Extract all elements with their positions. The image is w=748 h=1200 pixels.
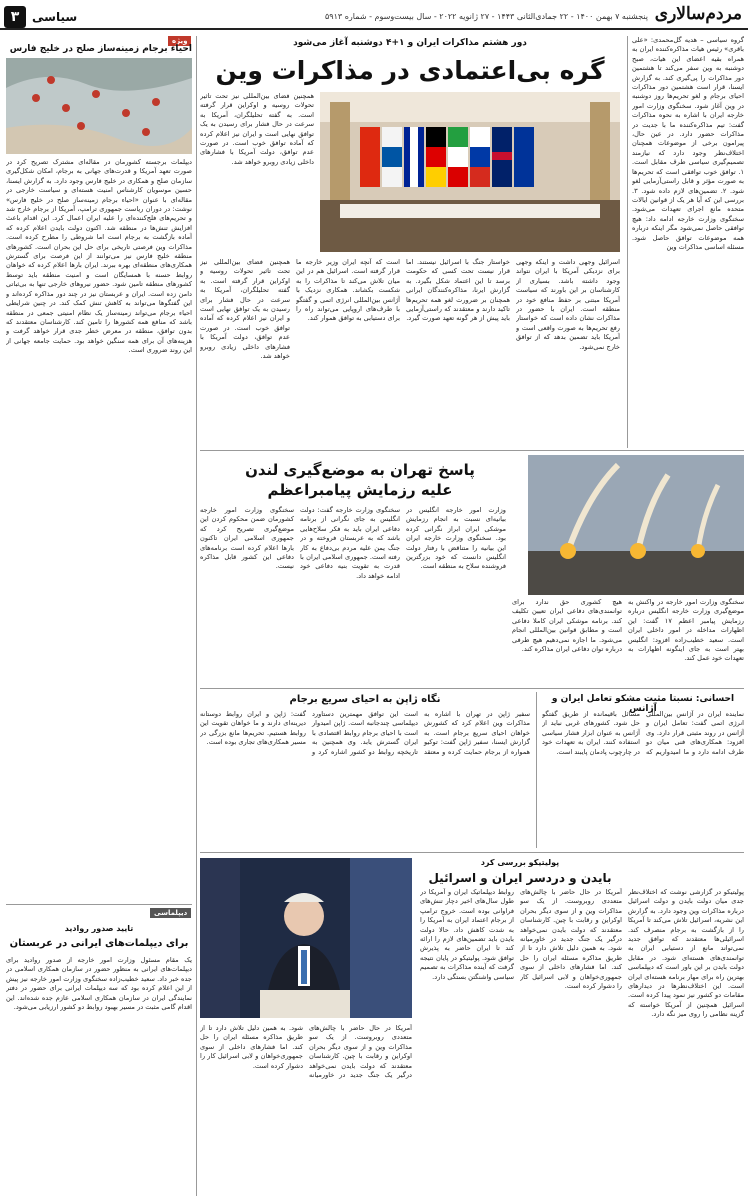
column-divider bbox=[196, 36, 197, 1196]
sidebar-body: دیپلمات برجسته کشورمان در مقاله‌ای مشترک تصریح کرد در صورت تعهد آمریکا و قدرت‌های جهانی به برجام، امکان شکل‌گیری سازمان صلح و همکاری در خلیج فارس وجود دارد. به گزارش ایسنا، حسین موسویان کارشناس امنیت هسته‌ای و سیاست خارجی در مقاله‌ای با عنوان «احیاء برجام زمینه‌ساز صلح در خلیج فارس» نوشت: در دوران ریاست جمهوری ترامپ، آمریکا از برجام خارج شد و تحریم‌های فلج‌کننده‌ای را علیه ایران اعمال کرد. این اقدام باعث افزایش تنش‌ها در منطقه شد. اکنون دولت بایدن اعلام کرده که آماده بازگشت به برجام است اما شروطی را مطرح کرده است. مذاکرات وین فرصتی تاریخی برای حل این بحران است. کشورهای منطقه خلیج فارس نیز می‌توانند از این فرصت برای گسترش همکاری‌های منطقه‌ای بهره ببرند. ایران بارها اعلام کرده که خواهان روابط حسنه با همسایگان است و امنیت منطقه باید توسط کشورهای منطقه تامین شود. حضور نیروهای خارجی تنها به بی‌ثباتی دامن زده است. ایران و عربستان نیز در چند دور مذاکره کرده‌اند و این گفتگوها می‌تواند به کاهش تنش کمک کند. در چنین شرایطی احیاء برجام می‌تواند زمینه‌ساز یک نظام امنیتی جمعی در منطقه باشد که منافع همه کشورها را تامین کند. کارشناسان معتقدند که بدون توافق، منطقه در معرض خطر جدی قرار خواهد گرفت و هزینه‌های آن برای همه سنگین خواهد بود. حمایت جامعه جهانی از این روند ضروری است. bbox=[6, 158, 192, 355]
section-divider bbox=[200, 852, 744, 853]
negotiation-table-image bbox=[320, 92, 620, 252]
lead-col2: خواستار جنگ با اسرائیل نیستند. اما قرار نیست تحت کسی که حکومت برسد تا این اعتماد شکل بگیرد. به گزارش ایرنا، مذاکره‌کنندگان ایرانی همچنان بر ضرورت لغو همه تحریم‌ها تاکید دارند و معتقدند که راستی‌آزمایی باید پیش از هر گونه تعهد صورت گیرد. bbox=[406, 258, 510, 323]
map-image bbox=[6, 58, 192, 154]
lead-photo bbox=[320, 92, 620, 252]
section-divider bbox=[200, 450, 744, 451]
section-divider bbox=[200, 688, 744, 689]
sidebar-bottom-tag: دیپلماسی bbox=[150, 908, 191, 918]
column-divider bbox=[627, 36, 628, 448]
sidebar-bottom-title: برای دیپلمات‌های ایرانی در عربستان bbox=[9, 938, 189, 949]
story2-headline: نگاه ژاپن به احیای سریع برجام bbox=[289, 694, 441, 705]
sidebar-bottom-body: یک مقام مسئول وزارت امور خارجه از صدور روادید برای دیپلمات‌های ایرانی به منظور حضور در سازمان همکاری اسلامی در جده خبر داد. سعید خطیب‌زاده سخنگوی وزارت امور خارجه نیز پیش از این اعلام کرده بود که سه دیپلمات ایرانی برای حضور در دفتر نمایندگی ایران در سازمان همکاری اسلامی عازم جده شده‌اند. این اقدام گامی مثبت در مسیر بهبود روابط دو کشور ارزیابی می‌شود. bbox=[6, 956, 192, 1012]
story4-headline: بایدن و دردسر ایران و اسرائیل bbox=[428, 871, 612, 885]
column-divider bbox=[536, 692, 537, 848]
mid-headline-2: علیه رزمایش پیامبراعظم bbox=[267, 481, 453, 499]
missile-launch-image bbox=[528, 455, 744, 595]
lead-headline: گره بی‌اعتمادی در مذاکرات وین bbox=[215, 56, 605, 85]
missile-photo bbox=[528, 455, 744, 595]
lead-col3: است که آنچه ایران وزیر خارجه ما قرار گرفته است. اسرائیل هم در این میان تلاش می‌کند تا مذاکرات را به شکست بکشاند. همکاری نزدیک با آژانس بین‌المللی انرژی اتمی و گفتگو با طرف‌های اروپایی می‌تواند راه را برای دستیابی به توافق هموار کند. bbox=[296, 258, 400, 323]
biden-photo bbox=[200, 858, 412, 1018]
story3-body: نماینده ایران در آژانس بین‌المللی انرژی اتمی گفت: تعامل ایران و آژانس در روند مثبتی قرار دارد. وی افزود: همکاری‌های فنی میان دو طرف ادامه دارد و ما امیدواریم که مسائل باقیمانده از طریق گفتگو حل شود. کشورهای غربی نباید از آژانس به عنوان ابزار فشار سیاسی استفاده کنند. ایران به تعهدات خود در چارچوب پادمان پایبند است. bbox=[542, 710, 744, 756]
dateline: پنجشنبه ۷ بهمن ۱۴۰۰ - ۲۲ جمادی‌الثانی ۱۴۴۳ - ۲۷ ژانویه ۲۰۲۲ - سال بیست‌وسوم - شماره ۵۹۱۳ bbox=[325, 12, 648, 21]
lead-side-text: گروه سیاسی – هدیه گل‌محمدی: «علی باقری» رئیس هیات مذاکره‌کننده ایران به همراه بقیه اعضای این هیات، صبح دوشنبه به وین سفر می‌کند تا هشتمین دور مذاکرات را پی‌گیری کند. به گزارش ایسنا، قرار است هشتمین دور مذاکرات احیای برجام و لغو تحریم‌ها روز دوشنبه در وین آغاز شود. سخنگوی وزارت امور خارجه ایران با اشاره به نحوه مذاکرات گفت: تیم مذاکره‌کننده ما با جدیت در مذاکرات حضور دارد. در عین حال، پیرامون برخی از موضوعات همچنان اختلاف‌نظر وجود دارد که نیازمند تصمیم‌گیری سیاسی طرف مقابل است. ۱. توافق خوب توافقی است که تحریم‌ها به صورت مؤثر و قابل راستی‌آزمایی لغو شود. ۲. تضمین‌های لازم داده شود. ۳. بررسی این که آیا هر یک از قوانین ایالات متحده مانع اجرای تعهدات می‌شود. سخنگوی وزارت خارجه ادامه داد: هیچ توافقی حاصل نمی‌شود مگر اینکه درباره همه موضوعات توافق حاصل شود. مسئله اساسی مذاکرات وین bbox=[632, 36, 744, 251]
story4-col-under-photo: آمریکا در حال حاضر با چالش‌های متعددی روبروست. از یک سو مذاکرات وین و از سوی دیگر بحران اوکراین و رقابت با چین. کارشناسان معتقدند که دولت بایدن نمی‌خواهد درگیر یک جنگ جدید در خاورمیانه شود. به همین دلیل تلاش دارد تا از طریق مذاکره مسئله ایران را حل کند. اما فشارهای داخلی از سوی جمهوری‌خواهان و لابی اسرائیل کار را دشوار کرده است. bbox=[200, 1024, 412, 1080]
sidebar-tag: ویژه bbox=[168, 36, 191, 46]
lead-col1: اسرائیل وجهی داشت و اینکه وجهی برای نزدیکی آمریکا با ایران نتواند وجود داشته باشد. بسیاری از کارشناسان بر این باورند که سیاست آمریکا مبتنی بر حفظ منافع خود در منطقه است. ایران با حضور در مذاکرات نشان داده است که خواستار رفع تحریم‌ها به صورت واقعی است و آمریکا باید تضمین بدهد که از توافق خارج نمی‌شود. bbox=[516, 258, 620, 351]
story3-headline: احسانی: نسبتا مثبت مشکو تعامل ایران و آژانس bbox=[551, 694, 735, 714]
sidebar-title: احیاء برجام زمینه‌ساز صلح در خلیج فارس bbox=[9, 44, 192, 54]
section-label: سیاسی bbox=[32, 10, 78, 24]
sidebar-map-photo bbox=[6, 58, 192, 154]
mid-col1: سخنگوی وزارت امور خارجه در واکنش به موضع‌گیری وزارت خارجه انگلیس درباره رزمایش پیامبر اعظم ۱۷ گفت: این اظهارات مداخله در امور داخلی ایران است. سعید خطیب‌زاده افزود: انگلیس بهتر است به جای اینگونه اظهارات به تعهدات خود عمل کند. bbox=[628, 598, 744, 663]
story2-body: سفیر ژاپن در تهران با اشاره به مذاکرات وین اعلام کرد که کشورش خواهان احیای سریع برجام است. به گزارش ایسنا، سفیر ژاپن گفت: توکیو همواره از برجام حمایت کرده و معتقد است این توافق مهمترین دستاورد دیپلماسی چندجانبه است. ژاپن امیدوار است با احیای برجام روابط اقتصادی با ایران گسترش یابد. وی همچنین به تاریخچه روابط دو کشور اشاره کرد و گفت: ژاپن و ایران روابط دوستانه دیرینه‌ای دارند و ما خواهان تقویت این روابط هستیم. تحریم‌ها مانع بزرگی در مسیر همکاری‌های تجاری بوده است. bbox=[200, 710, 530, 756]
mid-col5: سخنگوی وزارت امور خارجه کشورمان ضمن محکوم کردن این موضع‌گیری تصریح کرد که جمهوری اسلامی ایران تاکنون بارها اعلام کرده است برنامه‌های دفاعی این کشور قابل مذاکره نیست. bbox=[200, 506, 294, 571]
mid-col4: سخنگوی وزارت خارجه گفت: دولت انگلیس به جای نگرانی از برنامه دفاعی ایران باید به فکر سلاح‌هایی باشد که به عربستان فروخته و در جنگ یمن علیه مردم بی‌دفاع به کار رفته است. جمهوری اسلامی ایران با قدرت به تقویت بنیه دفاعی خود ادامه خواهد داد. bbox=[300, 506, 400, 580]
story4-col-left: روابط دیپلماتیک ایران و آمریکا در طول سال‌های اخیر دچار تنش‌های فراوانی بوده است. خروج ترامپ از برجام اعتماد ایران به آمریکا را به شدت کاهش داد. حالا دولت بایدن باید تضمین‌های لازم را ارائه کند تا ایران حاضر به پذیرش توافق شود. پولیتیکو در پایان نتیجه گرفت که آینده مذاکرات به تصمیم سیاسی واشنگتن بستگی دارد. bbox=[420, 888, 514, 981]
page-header bbox=[0, 6, 748, 30]
mid-col3: وزارت امور خارجه انگلیس در بیانیه‌ای نسبت به انجام رزمایش موشکی ایران ابراز نگرانی کرده بود. سخنگوی وزارت خارجه ایران این بیانیه را متناقض با رفتار دولت انگلیس دانست که خود بزرگترین فروشنده سلاح به منطقه است. bbox=[406, 506, 506, 571]
story4-col-right: پولیتیکو در گزارشی نوشت که اختلاف‌نظر جدی میان دولت بایدن و دولت اسرائیل درباره مذاکرات وین وجود دارد. به گزارش این نشریه، اسرائیل تلاش می‌کند تا آمریکا را از بازگشت به برجام منصرف کند. اسرائیلی‌ها معتقدند که توافق جدید نمی‌تواند مانع از دستیابی ایران به توانمندی‌های هسته‌ای شود. در مقابل دولت بایدن بر این باور است که دیپلماسی بهترین راه برای مهار برنامه هسته‌ای ایران است. این اختلاف‌نظرها در دیدارهای مقامات دو کشور نیز نمود پیدا کرده است. اسرائیل همچنین از آمریکا خواسته که گزینه نظامی را روی میز نگه دارد. bbox=[628, 888, 744, 1019]
lead-col4b: همچنین فضای بین‌المللی نیز تحت تاثیر تحولات روسیه و اوکراین قرار گرفته است. به گفته تحلیلگران، آمریکا به سرعت در حال فشار برای رسیدن به یک توافق نهایی است و ایران نیز اعلام کرده که آماده توافق خوب است. در صورت عدم توافق، دولت آمریکا با فشارهای داخلی زیادی روبرو خواهد شد. bbox=[200, 258, 290, 361]
page-number: ۳ bbox=[4, 6, 26, 28]
lead-kicker: دور هشتم مذاکرات ایران و ۱+۴ دوشنبه آغاز می‌شود bbox=[293, 38, 527, 48]
section-divider bbox=[6, 904, 192, 905]
masthead-logo: مردم‌سالاری bbox=[654, 4, 742, 24]
biden-portrait-image bbox=[200, 858, 412, 1018]
story4-col-mid: آمریکا در حال حاضر با چالش‌های متعددی روبروست. از یک سو مذاکرات وین و از سوی دیگر بحران اوکراین و رقابت با چین. کارشناسان معتقدند که دولت بایدن نمی‌خواهد درگیر یک جنگ جدید در خاورمیانه شود. به همین دلیل تلاش دارد تا از طریق مذاکره مسئله ایران را حل کند. اما فشارهای داخلی از سوی جمهوری‌خواهان و لابی اسرائیل کار را دشوار کرده است. bbox=[520, 888, 622, 991]
story4-kicker: پولیتیکو بررسی کرد bbox=[480, 858, 560, 867]
sidebar-bottom-kicker: تایید صدور روادید bbox=[64, 924, 134, 933]
mid-headline-1: پاسخ تهران به موضع‌گیری لندن bbox=[245, 461, 475, 479]
mid-col2: هیچ کشوری حق ندارد برای توانمندی‌های دفاعی ایران تعیین تکلیف کند. برنامه موشکی ایران کاملا دفاعی است و مطابق قوانین بین‌المللی انجام می‌شود. ما اجازه نمی‌دهیم هیچ طرفی درباره توان دفاعی ایران مذاکره کند. bbox=[512, 598, 622, 654]
lead-col4: همچنین فضای بین‌المللی نیز تحت تاثیر تحولات روسیه و اوکراین قرار گرفته است. به گفته تحلیلگران، آمریکا به سرعت در حال فشار برای رسیدن به یک توافق نهایی است و ایران نیز اعلام کرده که آماده توافق خوب است. در صورت عدم توافق، دولت آمریکا با فشارهای داخلی زیادی روبرو خواهد شد. bbox=[200, 92, 314, 166]
